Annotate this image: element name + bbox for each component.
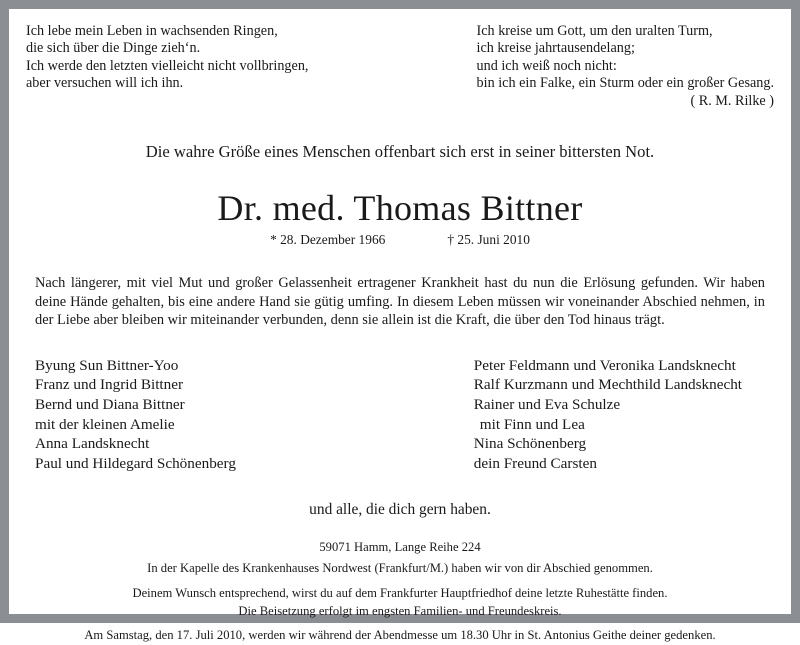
poem-block: [26, 23, 774, 110]
poem-stanza-right: [477, 23, 774, 93]
mourner-name: Paul und Hildegard Schönenberg: [35, 454, 236, 472]
poem-line: Ich lebe mein Leben in wachsenden Ringen,: [26, 23, 278, 39]
poem-line: Ich kreise um Gott, um den uralten Turm,: [476, 23, 713, 39]
memorial-service-line: Am Samstag, den 17. Juli 2010, werden wir während der Abendmesse um 18.30 Uhr in St. Antonius Geithe deiner gedenken.: [84, 628, 716, 643]
poem-line: und ich weiß noch nicht:: [476, 57, 617, 74]
birth-date: * 28. Dezember 1966: [270, 232, 386, 248]
address-line: 59071 Hamm, Lange Reihe 224: [319, 540, 481, 555]
mourner-name: Nina Schönenberg: [473, 435, 587, 453]
mourner-name: Franz und Ingrid Bittner: [35, 376, 184, 394]
mourners-block: [26, 356, 774, 474]
notice-content: [9, 9, 791, 643]
burial-line: Deinem Wunsch entsprechend, wirst du auf dem Frankfurter Hauptfriedhof deine letzte Ruhestätte finden.: [132, 585, 668, 600]
closing-line: und alle, die dich gern haben.: [309, 501, 491, 519]
memorial-paragraph: Nach längerer, mit viel Mut und großer Gelassenheit ertragener Krankheit hast du nun die Erlösung gefunden. Wir haben deine Hände gehalten, bis eine andere Hand sie gütig umfing. In diesem Leben müssen wir voneinander Abschied nehmen, in der Liebe aber bleiben wir miteinander verbunden, denn sie allein ist die Kraft, die über den Tod hinaus trägt.: [35, 275, 765, 329]
mourner-name: mit der kleinen Amelie: [35, 415, 175, 433]
poem-attribution: ( R. M. Rilke ): [690, 92, 774, 109]
poem-line: die sich über die Dinge zieh‘n.: [26, 40, 201, 57]
motto-line: Die wahre Größe eines Menschen offenbart sich erst in seiner bittersten Not.: [145, 142, 655, 162]
footer-spacer: [26, 620, 774, 627]
mourner-name: Byung Sun Bittner-Yoo: [35, 356, 179, 374]
poem-line: Ich werde den letzten vielleicht nicht vollbringen,: [26, 57, 309, 74]
mourners-column-left: [35, 356, 474, 474]
mourner-name: Anna Landsknecht: [35, 435, 150, 453]
family-circle-line: Die Beisetzung erfolgt im engsten Familien- und Freundeskreis.: [238, 603, 562, 618]
mourner-name: Bernd und Diana Bittner: [35, 396, 185, 413]
death-date: † 25. Juni 2010: [447, 232, 530, 248]
mourners-column-right: [474, 356, 765, 474]
poem-line: aber versuchen will ich ihn.: [26, 75, 184, 92]
poem-stanza-left: [26, 23, 308, 93]
footer-block: [26, 539, 774, 644]
mourner-name: mit Finn und Lea: [479, 415, 585, 433]
poem-line: ich kreise jahrtausendelang;: [476, 40, 635, 57]
mourner-name: Ralf Kurzmann und Mechthild Landsknecht: [473, 376, 743, 394]
mourner-name: Rainer und Eva Schulze: [473, 396, 621, 413]
mourner-name: dein Freund Carsten: [473, 454, 597, 472]
mourner-name: Peter Feldmann und Veronika Landsknecht: [473, 356, 736, 374]
poem-line: bin ich ein Falke, ein Sturm oder ein großer Gesang.: [476, 75, 774, 92]
footer-spacer: [26, 578, 774, 585]
poem-stanza-right-wrap: [477, 23, 774, 110]
chapel-line: In der Kapelle des Krankenhauses Nordwest (Frankfurt/M.) haben wir von dir Abschied genommen.: [147, 561, 653, 576]
deceased-name: Dr. med. Thomas Bittner: [217, 188, 583, 229]
life-dates: [26, 232, 774, 248]
